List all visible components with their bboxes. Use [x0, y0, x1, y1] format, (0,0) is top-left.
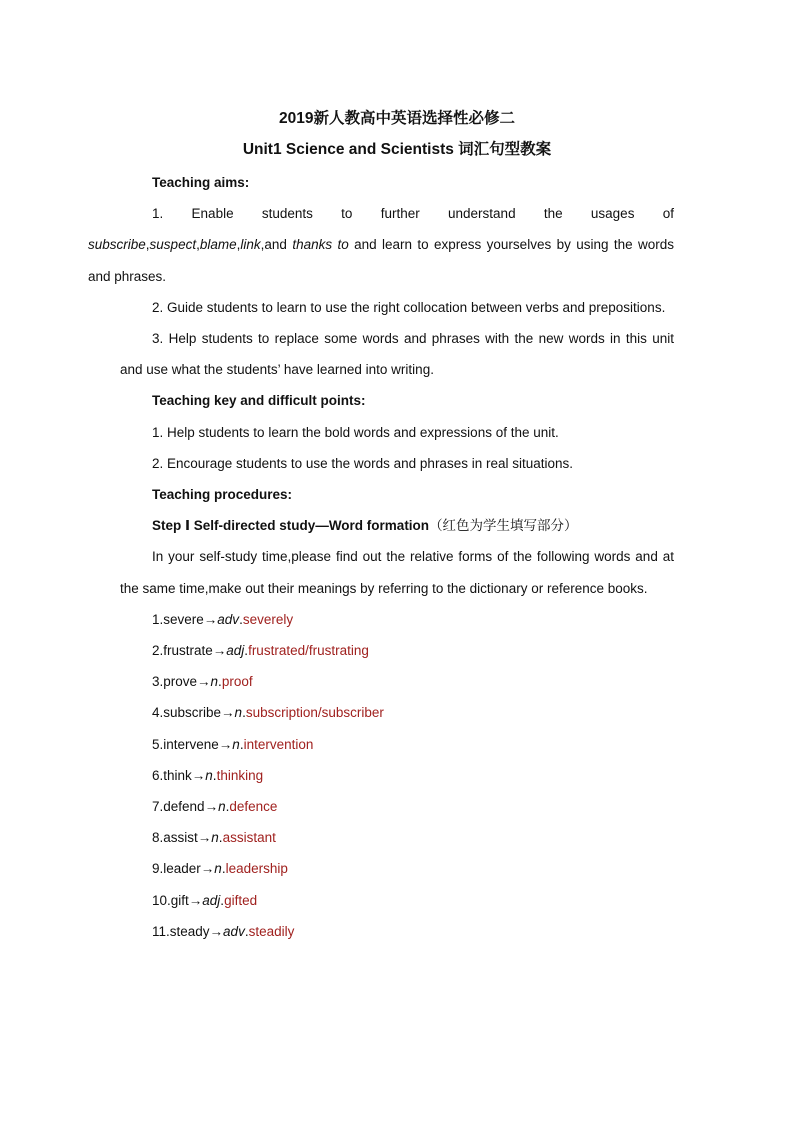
word-item [120, 635, 674, 666]
arrow-icon: → [200, 861, 215, 877]
word-answer: assistant [222, 830, 276, 846]
aim-1-line-1: 1. Enable students to further understand the usages of [152, 206, 674, 222]
step-1-separator: — [315, 518, 329, 534]
word-base: 9.leader [152, 861, 201, 877]
dot: . [239, 611, 243, 627]
key-point-1: 1. Help students to learn the bold words and expressions of the unit. [152, 424, 559, 440]
document-subtitle: Unit1 Science and Scientists 词汇句型教案 [242, 141, 552, 158]
part-of-speech: n [218, 799, 226, 815]
word-item [120, 760, 674, 791]
word-thanks-to: thanks to [292, 237, 349, 253]
aim-2: 2. Guide students to learn to use the right collocation between verbs and prepositions. [152, 299, 666, 315]
word-item [120, 729, 674, 760]
word-item [120, 853, 674, 884]
dot: . [244, 923, 249, 939]
word-base: 2.frustrate [152, 643, 213, 659]
word-answer: proof [221, 674, 253, 690]
word-subscribe: subscribe [88, 237, 146, 253]
word-answer: subscription/subscriber [245, 705, 384, 721]
dot: . [221, 861, 226, 877]
aim-1 [88, 198, 674, 292]
arrow-icon: → [197, 674, 211, 690]
dot: . [225, 799, 230, 815]
arrow-icon: → [203, 611, 218, 627]
word-answer: severely [242, 611, 294, 627]
comma: , [236, 237, 241, 253]
word-base: 3.prove [152, 674, 198, 690]
comma: , [196, 237, 200, 253]
dot: . [212, 767, 217, 783]
arrow-icon: → [204, 799, 219, 815]
word-base: 5.intervene [152, 736, 219, 752]
word-item [120, 697, 674, 728]
part-of-speech: adj [202, 892, 221, 908]
dot: . [239, 736, 244, 752]
word-item [120, 604, 674, 635]
aim-1-rest [88, 229, 674, 291]
aim-1-after: and learn to express yourselves by using the words and phrases. [88, 237, 674, 284]
arrow-icon: → [221, 705, 235, 721]
word-formation-list [120, 604, 674, 947]
comma: , [145, 237, 150, 253]
part-of-speech: adj [226, 643, 245, 659]
arrow-icon: → [212, 643, 227, 659]
word-base: 7.defend [152, 799, 205, 815]
word-link: link [240, 237, 261, 253]
word-answer: gifted [224, 892, 258, 908]
dot: . [244, 643, 249, 659]
word-answer: intervention [243, 736, 314, 752]
and-text: ,and [260, 237, 293, 253]
key-point-2: 2. Encourage students to use the words and phrases in real situations. [152, 455, 574, 471]
arrow-icon: → [218, 736, 233, 752]
word-item [120, 916, 674, 947]
part-of-speech: n [232, 736, 240, 752]
document-title: 2019新人教高中英语选择性必修二 [279, 110, 515, 127]
instruction-paragraph: In your self-study time,please find out the relative forms of the following words and at the same time,make out their meanings by referring to the dictionary or reference books. [120, 549, 674, 596]
procedures-heading: Teaching procedures: [152, 487, 293, 503]
word-suspect: suspect [149, 237, 197, 253]
word-base: 8.assist [152, 830, 198, 846]
word-item [120, 822, 674, 853]
teaching-aims-heading: Teaching aims: [152, 175, 250, 190]
part-of-speech: n [210, 674, 219, 690]
part-of-speech: adv [217, 611, 240, 627]
word-answer: frustrated/frustrating [248, 643, 369, 659]
word-answer: thinking [216, 767, 264, 783]
word-base: 4.subscribe [152, 705, 222, 721]
step-1-label: Step Ⅰ Self-directed study [152, 518, 316, 534]
part-of-speech: n [205, 767, 213, 783]
arrow-icon: → [188, 892, 203, 908]
arrow-icon: → [197, 830, 212, 846]
document-content [88, 103, 674, 947]
step-1-title: Word formation [328, 518, 430, 534]
aim-3: 3. Help students to replace some words and phrases with the new words in this unit and use what the students’ have learned into writing. [120, 331, 674, 378]
part-of-speech: adv [223, 923, 245, 939]
word-answer: defence [229, 799, 278, 815]
word-item [120, 666, 674, 697]
step-1-note: （红色为学生填写部分） [429, 518, 578, 534]
arrow-icon: → [209, 923, 224, 939]
dot: . [218, 674, 222, 690]
dot: . [218, 830, 223, 846]
word-item [120, 791, 674, 822]
word-base: 10.gift [152, 892, 189, 908]
word-answer: steadily [248, 923, 295, 939]
part-of-speech: n [214, 861, 222, 877]
word-blame: blame [199, 237, 237, 253]
key-points-heading: Teaching key and difficult points: [152, 393, 366, 409]
word-base: 11.steady [152, 923, 210, 939]
word-base: 6.think [152, 767, 192, 783]
arrow-icon: → [191, 767, 206, 783]
part-of-speech: n [234, 705, 243, 721]
word-answer: leadership [225, 861, 288, 877]
step-1-heading [120, 510, 674, 541]
part-of-speech: n [211, 830, 219, 846]
dot: . [242, 705, 246, 721]
dot: . [220, 892, 225, 908]
word-base: 1.severe [152, 611, 204, 627]
word-item [120, 885, 674, 916]
